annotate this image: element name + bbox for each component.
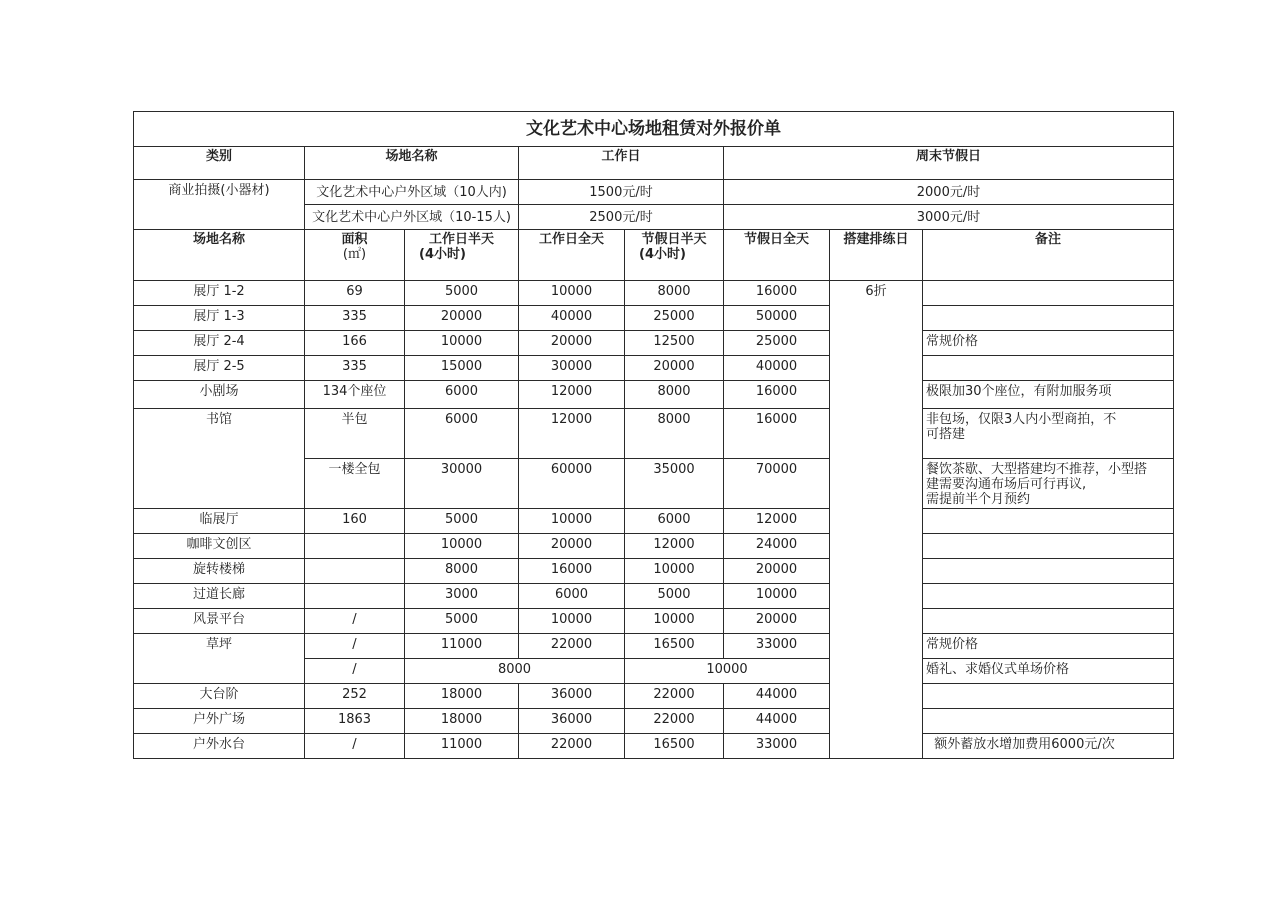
workday-full-price: 30000 [519,356,625,381]
venue-note [923,281,1174,306]
holiday-half-price: 6000 [625,509,724,534]
commercial-venue: 文化艺术中心户外区域（10-15人) [305,205,519,230]
holiday-full-price: 44000 [724,684,830,709]
holiday-half-price: 12000 [625,534,724,559]
header-workday: 工作日 [519,147,724,180]
holiday-full-price: 12000 [724,509,830,534]
commercial-header-row [134,147,1174,180]
table-row [134,306,1174,331]
table-row [134,534,1174,559]
holiday-full-price: 40000 [724,356,830,381]
workday-half-price: 3000 [405,584,519,609]
workday-flat-price: 8000 [405,659,625,684]
venue-note: 常规价格 [923,634,1174,659]
holiday-half-price: 22000 [625,684,724,709]
venue-area: 252 [305,684,405,709]
venue-note: 极限加30个座位，有附加服务项 [923,381,1174,409]
col-workday-half-label: 工作日半天 [428,232,494,247]
workday-half-price: 30000 [405,459,519,509]
table-row [134,409,1174,459]
col-workday-full: 工作日全天 [519,230,625,281]
holiday-full-price: 20000 [724,609,830,634]
venue-name: 大台阶 [134,684,305,709]
holiday-full-price: 16000 [724,281,830,306]
venue-name: 旋转楼梯 [134,559,305,584]
holiday-full-price: 24000 [724,534,830,559]
workday-half-price: 5000 [405,609,519,634]
holiday-full-price: 70000 [724,459,830,509]
holiday-half-price: 16500 [625,634,724,659]
holiday-full-price: 44000 [724,709,830,734]
workday-full-price: 20000 [519,331,625,356]
workday-half-price: 10000 [405,534,519,559]
table-row [134,281,1174,306]
venue-area [305,559,405,584]
table-row [134,734,1174,759]
venue-name: 临展厅 [134,509,305,534]
table-row [134,381,1174,409]
venue-note: 婚礼、求婚仪式单场价格 [923,659,1174,684]
venue-note-line: 餐饮茶歇、大型搭建均不推荐，小型搭 [926,462,1148,477]
workday-half-price: 10000 [405,331,519,356]
venue-note [923,534,1174,559]
holiday-full-price: 20000 [724,559,830,584]
venue-area [305,584,405,609]
workday-half-price: 5000 [405,509,519,534]
venue-note [923,356,1174,381]
holiday-full-price: 16000 [724,409,830,459]
venue-header-row [134,230,1174,281]
venue-area: 166 [305,331,405,356]
venue-name: 展厅 1-2 [134,281,305,306]
venue-name: 咖啡文创区 [134,534,305,559]
col-workday-half-sub: (4小时) [419,247,466,262]
col-area-unit: (㎡) [342,247,367,262]
commercial-workday-price: 2500元/时 [519,205,724,230]
workday-full-price: 36000 [519,709,625,734]
setup-discount: 6折 [830,281,923,759]
table-row [134,709,1174,734]
workday-half-price: 18000 [405,709,519,734]
venue-name: 草坪 [134,634,305,684]
holiday-full-price: 33000 [724,734,830,759]
col-holiday-half [625,230,724,281]
venue-area: / [305,634,405,659]
workday-full-price: 16000 [519,559,625,584]
col-workday-half [405,230,519,281]
venue-area: 半包 [305,409,405,459]
venue-area: / [305,609,405,634]
venue-area: 335 [305,306,405,331]
workday-full-price: 60000 [519,459,625,509]
holiday-half-price: 22000 [625,709,724,734]
venue-note: 常规价格 [923,331,1174,356]
venue-name: 展厅 1-3 [134,306,305,331]
workday-full-price: 40000 [519,306,625,331]
venue-name: 书馆 [134,409,305,509]
holiday-half-price: 8000 [625,281,724,306]
workday-full-price: 10000 [519,509,625,534]
col-notes: 备注 [923,230,1174,281]
commercial-category: 商业拍摄(小器材) [134,180,305,230]
venue-note-line: 需提前半个月预约 [926,492,1031,507]
page-title: 文化艺术中心场地租赁对外报价单 [134,112,1174,147]
workday-full-price: 22000 [519,734,625,759]
holiday-half-price: 10000 [625,609,724,634]
commercial-row [134,180,1174,205]
holiday-full-price: 10000 [724,584,830,609]
holiday-flat-price: 10000 [625,659,830,684]
holiday-half-price: 20000 [625,356,724,381]
venue-name: 展厅 2-4 [134,331,305,356]
venue-name: 户外广场 [134,709,305,734]
table-row [134,609,1174,634]
commercial-weekend-price: 2000元/时 [724,180,1174,205]
venue-note [923,509,1174,534]
venue-area: / [305,659,405,684]
workday-full-price: 12000 [519,409,625,459]
venue-name: 过道长廊 [134,584,305,609]
header-category: 类别 [134,147,305,180]
venue-name: 展厅 2-5 [134,356,305,381]
workday-full-price: 36000 [519,684,625,709]
table-row [134,509,1174,534]
venue-area: 69 [305,281,405,306]
workday-half-price: 18000 [405,684,519,709]
venue-name: 小剧场 [134,381,305,409]
venue-note [923,459,1174,509]
workday-half-price: 8000 [405,559,519,584]
holiday-half-price: 12500 [625,331,724,356]
holiday-half-price: 25000 [625,306,724,331]
venue-note [923,409,1174,459]
table-row [134,634,1174,659]
workday-half-price: 15000 [405,356,519,381]
workday-half-price: 5000 [405,281,519,306]
holiday-full-price: 50000 [724,306,830,331]
workday-half-price: 6000 [405,381,519,409]
holiday-half-price: 35000 [625,459,724,509]
venue-note [923,559,1174,584]
venue-note-line: 建需要沟通布场后可行再议, [926,477,1087,492]
venue-area: 134个座位 [305,381,405,409]
venue-name: 户外水台 [134,734,305,759]
table-row [134,584,1174,609]
venue-note [923,709,1174,734]
venue-area: / [305,734,405,759]
holiday-full-price: 25000 [724,331,830,356]
workday-full-price: 10000 [519,281,625,306]
workday-full-price: 22000 [519,634,625,659]
venue-name: 风景平台 [134,609,305,634]
venue-note [923,684,1174,709]
holiday-half-price: 5000 [625,584,724,609]
holiday-half-price: 16500 [625,734,724,759]
commercial-workday-price: 1500元/时 [519,180,724,205]
holiday-half-price: 10000 [625,559,724,584]
holiday-full-price: 16000 [724,381,830,409]
table-row [134,356,1174,381]
holiday-half-price: 8000 [625,409,724,459]
workday-half-price: 11000 [405,634,519,659]
venue-area: 335 [305,356,405,381]
venue-note [923,609,1174,634]
workday-full-price: 6000 [519,584,625,609]
table-row [134,559,1174,584]
venue-area: 1863 [305,709,405,734]
col-holiday-full: 节假日全天 [724,230,830,281]
col-area-label: 面积 [341,232,368,247]
workday-full-price: 12000 [519,381,625,409]
venue-note [923,584,1174,609]
venue-note: 额外蓄放水增加费用6000元/次 [923,734,1174,759]
header-weekend: 周末节假日 [724,147,1174,180]
workday-half-price: 6000 [405,409,519,459]
workday-half-price: 11000 [405,734,519,759]
workday-full-price: 10000 [519,609,625,634]
venue-area: 一楼全包 [305,459,405,509]
workday-half-price: 20000 [405,306,519,331]
header-venue: 场地名称 [305,147,519,180]
col-holiday-half-label: 节假日半天 [641,232,707,247]
col-setup-day: 搭建排练日 [830,230,923,281]
table-row [134,684,1174,709]
price-table [133,111,1174,759]
commercial-venue: 文化艺术中心户外区域（10人内) [305,180,519,205]
col-holiday-half-sub: (4小时) [639,247,686,262]
holiday-half-price: 8000 [625,381,724,409]
venue-note-line: 可搭建 [926,427,966,442]
venue-area: 160 [305,509,405,534]
venue-note [923,306,1174,331]
col-area [305,230,405,281]
workday-full-price: 20000 [519,534,625,559]
commercial-weekend-price: 3000元/时 [724,205,1174,230]
col-venue-name: 场地名称 [134,230,305,281]
venue-area [305,534,405,559]
table-row [134,331,1174,356]
holiday-full-price: 33000 [724,634,830,659]
venue-note-line: 非包场，仅限3人内小型商拍，不 [926,412,1117,427]
